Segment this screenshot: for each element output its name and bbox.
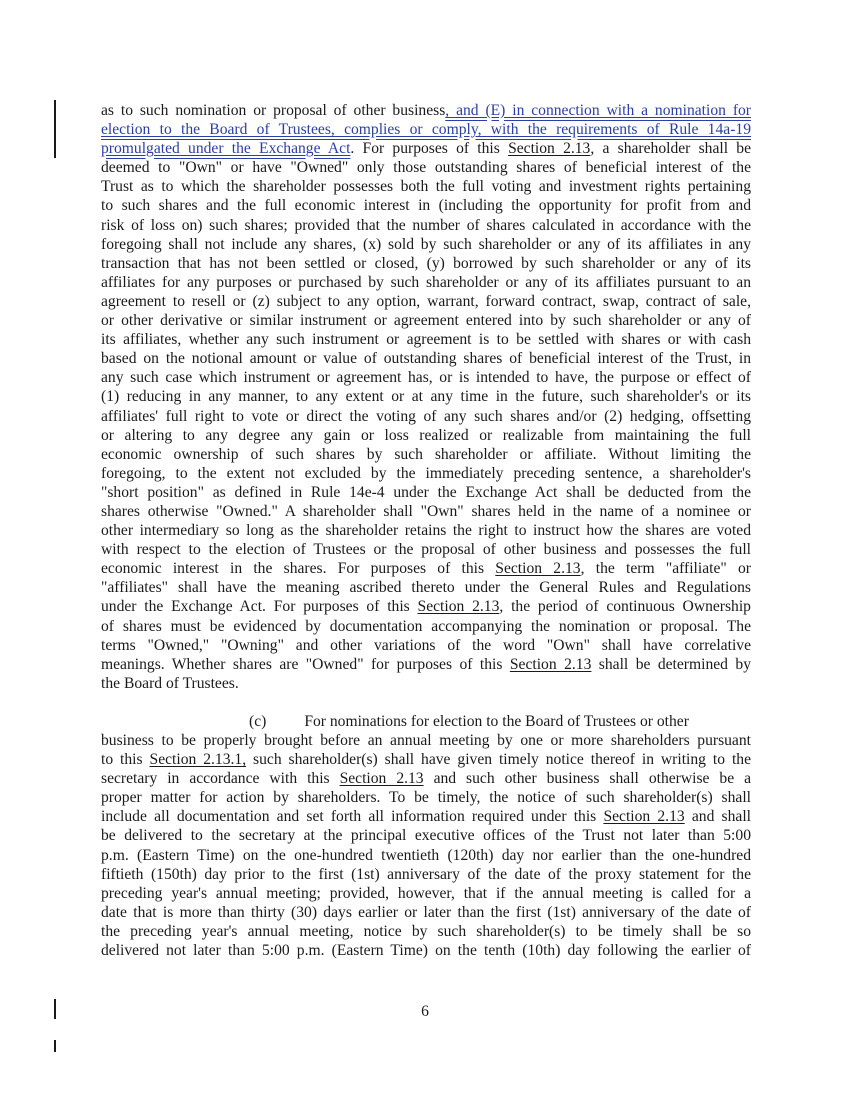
text-line: any such case which instrument or agreement has, or is intended to have, the purpose or effect of — [101, 369, 751, 387]
text-line: deemed to "Own" or have "Owned" only those outstanding shares of beneficial interest of the — [101, 159, 751, 177]
text-line: affiliates' full right to vote or direct the voting of any such shares and/or (2) hedging, offsetting — [101, 407, 751, 425]
text-line: or altering to any degree any gain or loss realized or realizable from maintaining the full — [101, 426, 751, 444]
section-reference: Section 2.13 — [509, 655, 592, 673]
inserted-text: election to the Board of Trustees, complies or comply, with the requirements of Rule 14a-19 — [101, 121, 751, 139]
change-bar-top — [54, 100, 56, 158]
section-reference: Section 2.13 — [339, 770, 424, 788]
page-number: 6 — [421, 1003, 429, 1020]
paragraph-enumerator: (c) — [249, 712, 267, 730]
text-line: secretary in accordance with this Section 2.13 and such other business shall otherwise be a — [101, 770, 751, 788]
text-line: foregoing shall not include any shares, (x) sold by such shareholder or any of its affiliates in any — [101, 235, 751, 253]
text-line: date that is more than thirty (30) days earlier or later than the first (1st) anniversary of the date of — [101, 903, 751, 921]
text-line: of shares must be evidenced by documentation accompanying the nomination or proposal. The — [101, 617, 751, 635]
text-line: risk of loss on) such shares; provided that the number of shares calculated in accordance with the — [101, 216, 751, 234]
text-line: shares otherwise "Owned." A shareholder shall "Own" shares held in the name of a nominee or — [101, 502, 751, 520]
text-line: affiliates for any purposes or purchased by such shareholder or any of its affiliates pursuant to an — [101, 273, 751, 291]
text-line: preceding year's annual meeting; provided, however, that if the annual meeting is called for a — [101, 884, 751, 902]
text-line: (1) reducing in any manner, to any extent or at any time in the future, such shareholder's or its — [101, 388, 751, 406]
text-line: proper matter for action by shareholders. To be timely, the notice of such shareholder(s) shall — [101, 789, 751, 807]
text-line: "short position" as defined in Rule 14e-4 under the Exchange Act shall be deducted from the — [101, 483, 751, 501]
text-line: be delivered to the secretary at the principal executive offices of the Trust not later than 5:00 — [101, 827, 751, 845]
section-reference: Section 2.13 — [417, 598, 500, 616]
text-line: (c) For nominations for election to the Board of Trustees or other — [249, 712, 689, 730]
text-line: fiftieth (150th) day prior to the first (1st) anniversary of the date of the proxy statement for the — [101, 865, 751, 883]
paragraph-spacer — [101, 693, 751, 712]
text-line: or other derivative or similar instrument or agreement entered into by such shareholder or any of — [101, 312, 751, 330]
change-bar-bottom — [54, 1040, 56, 1052]
text-line: "affiliates" shall have the meaning ascribed thereto under the General Rules and Regulations — [101, 579, 751, 597]
text-line — [101, 120, 751, 139]
text-line: economic interest in the shares. For purposes of this Section 2.13, the term "affiliate" or — [101, 560, 751, 578]
text-line: with respect to the election of Trustees or the proposal of other business and possesses the full — [101, 541, 751, 559]
text-line: meanings. Whether shares are "Owned" for purposes of this Section 2.13 shall be determined by — [101, 655, 752, 673]
paragraph-c-timely-notice — [101, 712, 751, 960]
section-reference: Section 2.13 — [495, 560, 581, 578]
text-line: delivered not later than 5:00 p.m. (Eastern Time) on the tenth (10th) day following the earlier of — [101, 942, 751, 960]
inserted-text: , and (E) in connection with a nomination for — [445, 102, 751, 119]
text-line: p.m. (Eastern Time) on the one-hundred twentieth (120th) day nor earlier than the one-hundred — [101, 846, 751, 864]
body-text — [101, 101, 751, 960]
text-line: under the Exchange Act. For purposes of this Section 2.13, the period of continuous Ownership — [101, 598, 751, 616]
section-reference: Section 2.13 — [508, 140, 591, 158]
text-line: promulgated under the Exchange Act. For purposes of this Section 2.13, a shareholder shall be — [101, 140, 751, 158]
text-line: its affiliates, whether any such instrument or agreement is to be settled with shares or with cash — [101, 331, 751, 349]
text-line: the Board of Trustees. — [101, 674, 239, 692]
inserted-text: promulgated under the Exchange Act — [101, 140, 351, 158]
text-line: Trust as to which the shareholder possesses both the full voting and investment rights pertaining — [101, 178, 751, 196]
text-line: foregoing, to the extent not excluded by the immediately preceding sentence, a shareholder's — [101, 464, 751, 482]
text-line: based on the notional amount or value of outstanding shares of beneficial interest of the Trust, in — [101, 350, 751, 368]
section-reference: Section 2.13.1, — [149, 751, 247, 769]
text-line: as to such nomination or proposal of other business, and (E) in connection with a nomination for — [101, 102, 751, 119]
text-line: terms "Owned," "Owning" and other variations of the word "Own" shall have correlative — [101, 636, 751, 654]
text-line: the preceding year's annual meeting, notice by such shareholder(s) to be timely shall be so — [101, 922, 751, 940]
text-line: to this Section 2.13.1, such shareholder(s) shall have given timely notice thereof in writing to the — [101, 751, 751, 769]
section-reference: Section 2.13 — [603, 808, 685, 826]
paragraph-ownership — [101, 101, 751, 693]
text-line: transaction that has not been settled or closed, (y) borrowed by such shareholder or any of its — [101, 254, 751, 272]
text-line: economic ownership of such shares by such shareholder or affiliate. Without limiting the — [101, 445, 751, 463]
text-line: include all documentation and set forth all information required under this Section 2.13 and shall — [101, 808, 752, 826]
text-line: agreement to resell or (z) subject to any option, warrant, forward contract, swap, contract of sale, — [101, 292, 751, 310]
text-line: other intermediary so long as the shareholder retains the right to instruct how the shares are voted — [101, 522, 751, 540]
text-line: business to be properly brought before an annual meeting by one or more shareholders pursuant — [101, 732, 751, 749]
text-line: to such shares and the full economic interest in (including the opportunity for profit from and — [101, 197, 751, 215]
